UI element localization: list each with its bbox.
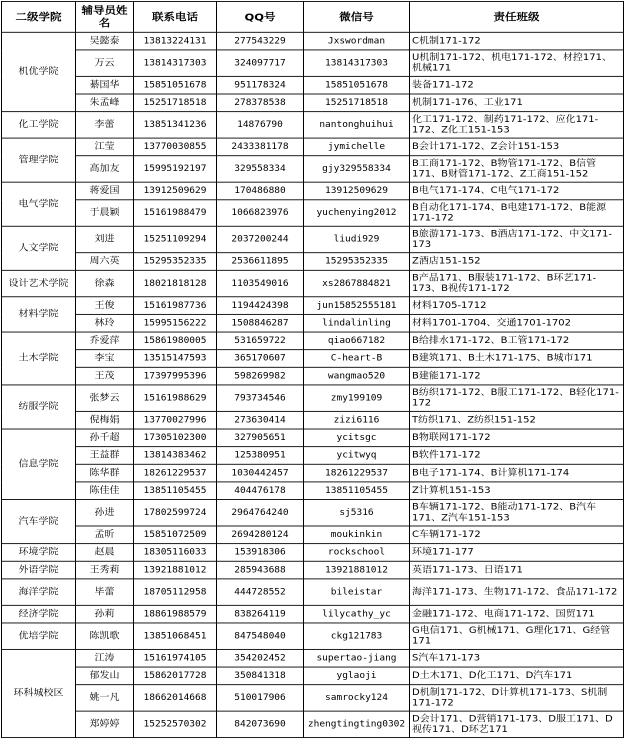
wechat-cell: moukinkin <box>304 526 410 544</box>
qq-cell: 1030442457 <box>217 464 304 482</box>
phone-cell: 15861980005 <box>134 332 217 350</box>
qq-cell: 153918306 <box>217 544 304 562</box>
qq-cell: 350841318 <box>217 667 304 685</box>
counselor-name-cell: 陈华群 <box>76 464 134 482</box>
wechat-cell: lindalinling <box>304 314 410 332</box>
classes-cell: B电子171-174、B计算机171-174 <box>410 464 624 482</box>
qq-cell: 14876790 <box>217 112 304 138</box>
phone-cell: 15995192197 <box>134 156 217 182</box>
table-row <box>2 561 624 579</box>
counselor-name-cell: 王俊 <box>76 297 134 315</box>
qq-cell: 404476178 <box>217 482 304 500</box>
qq-cell: 354202452 <box>217 649 304 667</box>
table-row <box>2 314 624 332</box>
classes-cell: B会计171-172、Z会计151-153 <box>410 138 624 156</box>
table-row <box>2 270 624 296</box>
phone-cell: 13851068451 <box>134 623 217 649</box>
counselor-name-cell: 蒋爱国 <box>76 182 134 200</box>
table-row <box>2 297 624 315</box>
qq-cell: 273630414 <box>217 411 304 429</box>
counselor-name-cell: 陈佳佳 <box>76 482 134 500</box>
qq-cell: 329558334 <box>217 156 304 182</box>
counselor-name-cell: 孙千超 <box>76 429 134 447</box>
counselor-name-cell: 林玲 <box>76 314 134 332</box>
phone-cell: 13770027996 <box>134 411 217 429</box>
wechat-cell: ycitsgc <box>304 429 410 447</box>
phone-cell: 18305116033 <box>134 544 217 562</box>
header-row <box>2 1 624 32</box>
classes-cell: B物联网171-172 <box>410 429 624 447</box>
classes-cell: D会计171、D营销171-173、D服工171、D视传171、D环艺171 <box>410 711 624 737</box>
qq-cell: 951178324 <box>217 76 304 94</box>
counselor-name-cell: 江涛 <box>76 649 134 667</box>
classes-cell: 金融171-172、电商171-172、国贸171 <box>410 605 624 623</box>
wechat-cell: 13921881012 <box>304 561 410 579</box>
phone-cell: 15851051678 <box>134 76 217 94</box>
phone-cell: 13515147593 <box>134 350 217 368</box>
counselor-name-cell: 乔爱萍 <box>76 332 134 350</box>
table-body <box>2 32 624 737</box>
phone-cell: 15251109294 <box>134 226 217 252</box>
qq-cell: 598269982 <box>217 367 304 385</box>
wechat-cell: 13912509629 <box>304 182 410 200</box>
phone-cell: 13814383462 <box>134 447 217 465</box>
wechat-cell: ycitwyq <box>304 447 410 465</box>
header-classes: 责任班级 <box>410 1 624 32</box>
table-row <box>2 182 624 200</box>
wechat-cell: lilycathy_yc <box>304 605 410 623</box>
counselor-name-cell: 孟昕 <box>76 526 134 544</box>
counselor-name-cell: 陈凯歌 <box>76 623 134 649</box>
qq-cell: 1194424398 <box>217 297 304 315</box>
classes-cell: 海洋171-173、生物171-172、食品171-172 <box>410 579 624 605</box>
table-row <box>2 32 624 50</box>
qq-cell: 1508846287 <box>217 314 304 332</box>
classes-cell: 化工171-172、制药171-172、应化171-172、Z化工151-153 <box>410 112 624 138</box>
college-cell: 人文学院 <box>2 226 76 270</box>
phone-cell: 13921881012 <box>134 561 217 579</box>
table-row <box>2 253 624 271</box>
table-row <box>2 544 624 562</box>
phone-cell: 18261229537 <box>134 464 217 482</box>
college-cell: 机优学院 <box>2 32 76 111</box>
table-row <box>2 112 624 138</box>
qq-cell: 838264119 <box>217 605 304 623</box>
wechat-cell: bileistar <box>304 579 410 605</box>
classes-cell: C车辆171-172 <box>410 526 624 544</box>
counselor-name-cell: 徐森 <box>76 270 134 296</box>
wechat-cell: liudi929 <box>304 226 410 252</box>
counselor-name-cell: 刘进 <box>76 226 134 252</box>
qq-cell: 847548040 <box>217 623 304 649</box>
counselor-name-cell: 李蕾 <box>76 112 134 138</box>
phone-cell: 15161988479 <box>134 200 217 226</box>
qq-cell: 1103549016 <box>217 270 304 296</box>
table-row <box>2 367 624 385</box>
college-cell: 管理学院 <box>2 138 76 182</box>
qq-cell: 842073690 <box>217 711 304 737</box>
wechat-cell: 15851051678 <box>304 76 410 94</box>
college-cell: 环境学院 <box>2 544 76 562</box>
wechat-cell: nantonghuihui <box>304 112 410 138</box>
table-row <box>2 138 624 156</box>
table-row <box>2 411 624 429</box>
table-row <box>2 526 624 544</box>
college-cell: 土木学院 <box>2 332 76 385</box>
table-row <box>2 447 624 465</box>
header-counselor: 辅导员姓名 <box>76 1 134 32</box>
phone-cell: 13851341236 <box>134 112 217 138</box>
classes-cell: 环境171-177 <box>410 544 624 562</box>
classes-cell: B给排水171-172、B工管171-172 <box>410 332 624 350</box>
classes-cell: B软件171-172 <box>410 447 624 465</box>
wechat-cell: zizi6116 <box>304 411 410 429</box>
header-college: 二级学院 <box>2 1 76 32</box>
wechat-cell: 15295352335 <box>304 253 410 271</box>
qq-cell: 365170607 <box>217 350 304 368</box>
classes-cell: B建筑171、B土木171-175、B城市171 <box>410 350 624 368</box>
college-cell: 电气学院 <box>2 182 76 226</box>
counselor-contact-table <box>1 1 624 738</box>
wechat-cell: supertao-jiang <box>304 649 410 667</box>
header-phone: 联系电话 <box>134 1 217 32</box>
classes-cell: 机制171-176、工业171 <box>410 94 624 112</box>
table-row <box>2 156 624 182</box>
qq-cell: 324097717 <box>217 50 304 76</box>
phone-cell: 18021818128 <box>134 270 217 296</box>
wechat-cell: 13814317303 <box>304 50 410 76</box>
wechat-cell: ckg121783 <box>304 623 410 649</box>
counselor-name-cell: 朱孟峰 <box>76 94 134 112</box>
qq-cell: 2037200244 <box>217 226 304 252</box>
qq-cell: 327905651 <box>217 429 304 447</box>
classes-cell: 材料1705-1712 <box>410 297 624 315</box>
table-row <box>2 226 624 252</box>
phone-cell: 13814317303 <box>134 50 217 76</box>
header-qq: QQ号 <box>217 1 304 32</box>
wechat-cell: yglaoji <box>304 667 410 685</box>
college-cell: 材料学院 <box>2 297 76 332</box>
header-wechat: 微信号 <box>304 1 410 32</box>
phone-cell: 13813224131 <box>134 32 217 50</box>
counselor-name-cell: 于晨颖 <box>76 200 134 226</box>
counselor-name-cell: 吴懿泰 <box>76 32 134 50</box>
classes-cell: U机制171-172、机电171-172、材控171、机械171 <box>410 50 624 76</box>
counselor-name-cell: 孙进 <box>76 500 134 526</box>
counselor-name-cell: 李宝 <box>76 350 134 368</box>
table-row <box>2 500 624 526</box>
phone-cell: 15252570302 <box>134 711 217 737</box>
wechat-cell: xs2867884821 <box>304 270 410 296</box>
classes-cell: B自动化171-174、B电建171-172、B能源171-172 <box>410 200 624 226</box>
qq-cell: 170486880 <box>217 182 304 200</box>
wechat-cell: rockschool <box>304 544 410 562</box>
counselor-name-cell: 王益群 <box>76 447 134 465</box>
college-cell: 环科城校区 <box>2 649 76 737</box>
classes-cell: B车辆171-172、B能动171-172、B汽车171、Z汽车151-153 <box>410 500 624 526</box>
college-cell: 汽车学院 <box>2 500 76 544</box>
counselor-name-cell: 郑婷婷 <box>76 711 134 737</box>
classes-cell: B建能171-172 <box>410 367 624 385</box>
table-row <box>2 605 624 623</box>
phone-cell: 18662014668 <box>134 685 217 711</box>
table-row <box>2 429 624 447</box>
college-cell: 外语学院 <box>2 561 76 579</box>
wechat-cell: jymichelle <box>304 138 410 156</box>
qq-cell: 531659722 <box>217 332 304 350</box>
counselor-name-cell: 倪梅娟 <box>76 411 134 429</box>
table-row <box>2 332 624 350</box>
counselor-name-cell: 赵晨 <box>76 544 134 562</box>
qq-cell: 2433381178 <box>217 138 304 156</box>
phone-cell: 15251718518 <box>134 94 217 112</box>
wechat-cell: samrocky124 <box>304 685 410 711</box>
phone-cell: 15161987736 <box>134 297 217 315</box>
qq-cell: 2536611895 <box>217 253 304 271</box>
table-row <box>2 385 624 411</box>
table-row <box>2 667 624 685</box>
phone-cell: 15161988629 <box>134 385 217 411</box>
phone-cell: 13912509629 <box>134 182 217 200</box>
wechat-cell: C-heart-B <box>304 350 410 368</box>
wechat-cell: zhengtingting0302 <box>304 711 410 737</box>
table-row <box>2 579 624 605</box>
phone-cell: 13770030855 <box>134 138 217 156</box>
qq-cell: 277543229 <box>217 32 304 50</box>
phone-cell: 18705112958 <box>134 579 217 605</box>
classes-cell: G电信171、G机械171、G理化171、G经管171 <box>410 623 624 649</box>
counselor-name-cell: 万云 <box>76 50 134 76</box>
wechat-cell: gjy329558334 <box>304 156 410 182</box>
college-cell: 化工学院 <box>2 112 76 138</box>
college-cell: 优培学院 <box>2 623 76 649</box>
wechat-cell: qiao667182 <box>304 332 410 350</box>
college-cell: 设计艺术学院 <box>2 270 76 296</box>
counselor-name-cell: 孙莉 <box>76 605 134 623</box>
qq-cell: 793734546 <box>217 385 304 411</box>
classes-cell: T纺织171、Z纺织151-152 <box>410 411 624 429</box>
classes-cell: C机制171-172 <box>410 32 624 50</box>
phone-cell: 13851105455 <box>134 482 217 500</box>
wechat-cell: zmy199109 <box>304 385 410 411</box>
phone-cell: 15851072509 <box>134 526 217 544</box>
classes-cell: Z计算机151-153 <box>410 482 624 500</box>
phone-cell: 17802599724 <box>134 500 217 526</box>
qq-cell: 510017906 <box>217 685 304 711</box>
phone-cell: 18861988579 <box>134 605 217 623</box>
phone-cell: 17397995396 <box>134 367 217 385</box>
qq-cell: 278378538 <box>217 94 304 112</box>
table-row <box>2 649 624 667</box>
counselor-name-cell: 张梦云 <box>76 385 134 411</box>
counselor-name-cell: 郁发山 <box>76 667 134 685</box>
table-row <box>2 200 624 226</box>
wechat-cell: jun15852555181 <box>304 297 410 315</box>
college-cell: 经济学院 <box>2 605 76 623</box>
phone-cell: 15862017728 <box>134 667 217 685</box>
classes-cell: B产品171、B服装171-172、B环艺171-173、B视传171-172 <box>410 270 624 296</box>
phone-cell: 15995156222 <box>134 314 217 332</box>
classes-cell: B纺织171-172、B服工171-172、B轻化171-172 <box>410 385 624 411</box>
classes-cell: 材料1701-1704、交通1701-1702 <box>410 314 624 332</box>
table-row <box>2 50 624 76</box>
qq-cell: 444728552 <box>217 579 304 605</box>
qq-cell: 285943688 <box>217 561 304 579</box>
wechat-cell: wangmao520 <box>304 367 410 385</box>
table-row <box>2 94 624 112</box>
qq-cell: 1066823976 <box>217 200 304 226</box>
classes-cell: B工商171-172、B物管171-172、B信管171、B财管171-172、Z工商151-152 <box>410 156 624 182</box>
counselor-name-cell: 姚一凡 <box>76 685 134 711</box>
classes-cell: B电气171-174、C电气171-172 <box>410 182 624 200</box>
counselor-name-cell: 王茂 <box>76 367 134 385</box>
wechat-cell: yuchenying2012 <box>304 200 410 226</box>
classes-cell: S汽车171-173 <box>410 649 624 667</box>
phone-cell: 15295352335 <box>134 253 217 271</box>
college-cell: 海洋学院 <box>2 579 76 605</box>
wechat-cell: 18261229537 <box>304 464 410 482</box>
table-row <box>2 350 624 368</box>
college-cell: 纺服学院 <box>2 385 76 429</box>
classes-cell: D机制171-172、D计算机171-173、S机制171-172 <box>410 685 624 711</box>
classes-cell: D土木171、D化工171、D汽车171 <box>410 667 624 685</box>
classes-cell: Z酒店151-152 <box>410 253 624 271</box>
counselor-name-cell: 高加友 <box>76 156 134 182</box>
table-row <box>2 685 624 711</box>
counselor-name-cell: 周六英 <box>76 253 134 271</box>
classes-cell: B旅游171-173、B酒店171-172、中文171-173 <box>410 226 624 252</box>
counselor-name-cell: 綦国华 <box>76 76 134 94</box>
wechat-cell: 13851105455 <box>304 482 410 500</box>
college-cell: 信息学院 <box>2 429 76 500</box>
counselor-name-cell: 毕蕾 <box>76 579 134 605</box>
wechat-cell: 15251718518 <box>304 94 410 112</box>
wechat-cell: sj5316 <box>304 500 410 526</box>
table-row <box>2 711 624 737</box>
counselor-name-cell: 江莹 <box>76 138 134 156</box>
table-row <box>2 623 624 649</box>
classes-cell: 装备171-172 <box>410 76 624 94</box>
qq-cell: 125380951 <box>217 447 304 465</box>
table-row <box>2 464 624 482</box>
table-row <box>2 76 624 94</box>
counselor-name-cell: 王秀莉 <box>76 561 134 579</box>
wechat-cell: Jxswordman <box>304 32 410 50</box>
qq-cell: 2694280124 <box>217 526 304 544</box>
qq-cell: 2964764240 <box>217 500 304 526</box>
phone-cell: 15161974105 <box>134 649 217 667</box>
phone-cell: 17305102300 <box>134 429 217 447</box>
table-row <box>2 482 624 500</box>
classes-cell: 英语171-173、日语171 <box>410 561 624 579</box>
